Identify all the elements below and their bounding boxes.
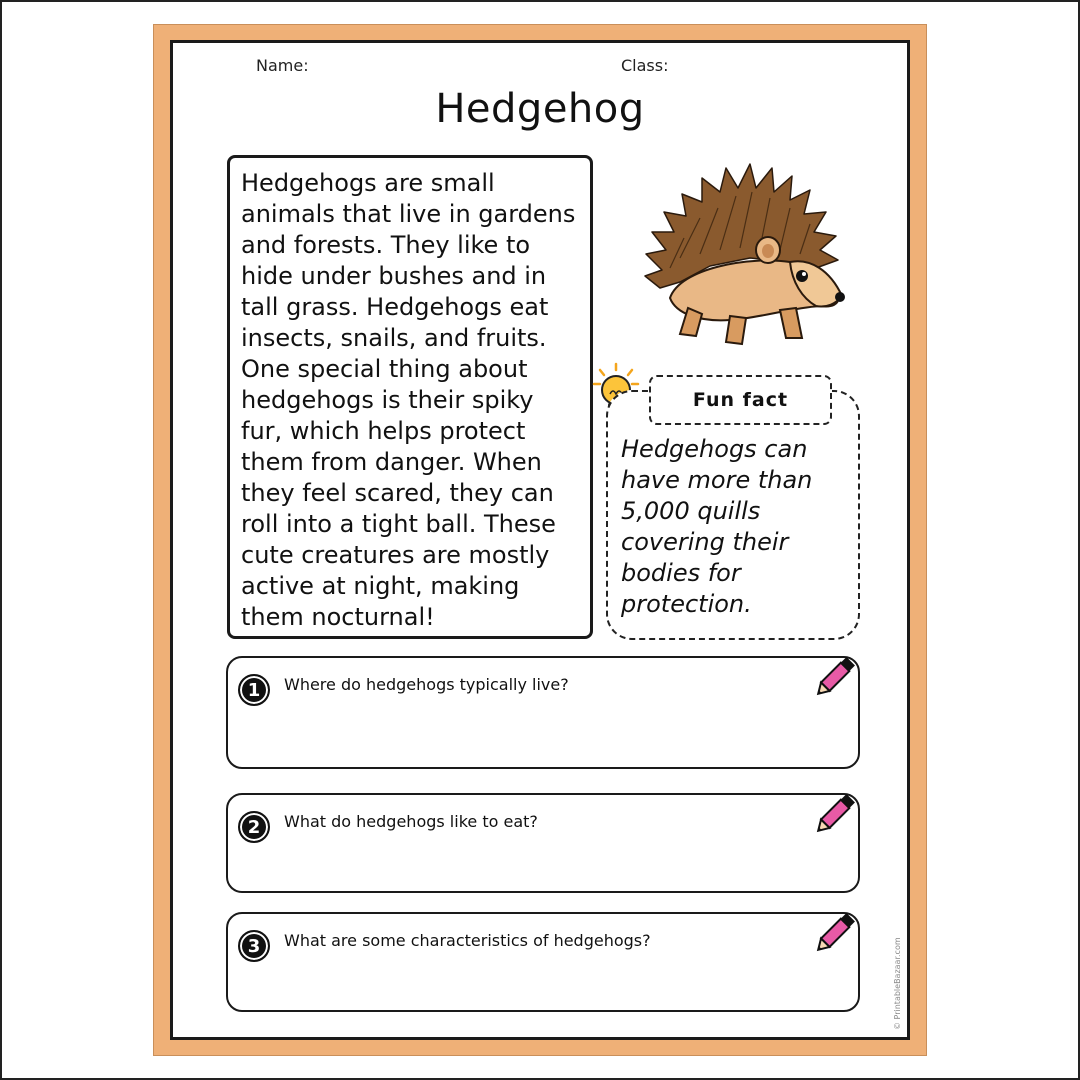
question-answer-box[interactable]: [226, 912, 860, 1012]
pencil-icon: [814, 650, 862, 698]
reading-passage-text: Hedgehogs are small animals that live in gardens and forests. They like to hide under bushes and in tall grass. Hedgehogs eat insects, snails, and fruits. One special thing about hedgehogs is their spiky fur, which helps protect them from danger. When they feel scared, they can roll into a tight ball. These cute creatures are mostly active at night, making them nocturnal!: [241, 169, 576, 631]
copyright-credit: © PrintableBazaar.com: [893, 937, 902, 1030]
question-number-badge: 3: [238, 930, 270, 962]
class-label: Class:: [621, 56, 669, 75]
fun-fact-label: Fun fact: [649, 375, 832, 425]
question-number-badge: 2: [238, 811, 270, 843]
hedgehog-illustration: [640, 158, 845, 353]
fun-fact-text: Hedgehogs can have more than 5,000 quills covering their bodies for protection.: [621, 435, 813, 618]
question-answer-box[interactable]: [226, 656, 860, 769]
pencil-icon: [814, 906, 862, 954]
question-text: Where do hedgehogs typically live?: [284, 675, 569, 694]
name-label: Name:: [256, 56, 309, 75]
question-number-badge: 1: [238, 674, 270, 706]
pencil-icon: [814, 787, 862, 835]
page-title: Hedgehog: [435, 86, 645, 132]
question-answer-box[interactable]: [226, 793, 860, 893]
question-text: What are some characteristics of hedgehogs?: [284, 931, 651, 950]
reading-passage-box: [227, 155, 593, 639]
question-text: What do hedgehogs like to eat?: [284, 812, 538, 831]
